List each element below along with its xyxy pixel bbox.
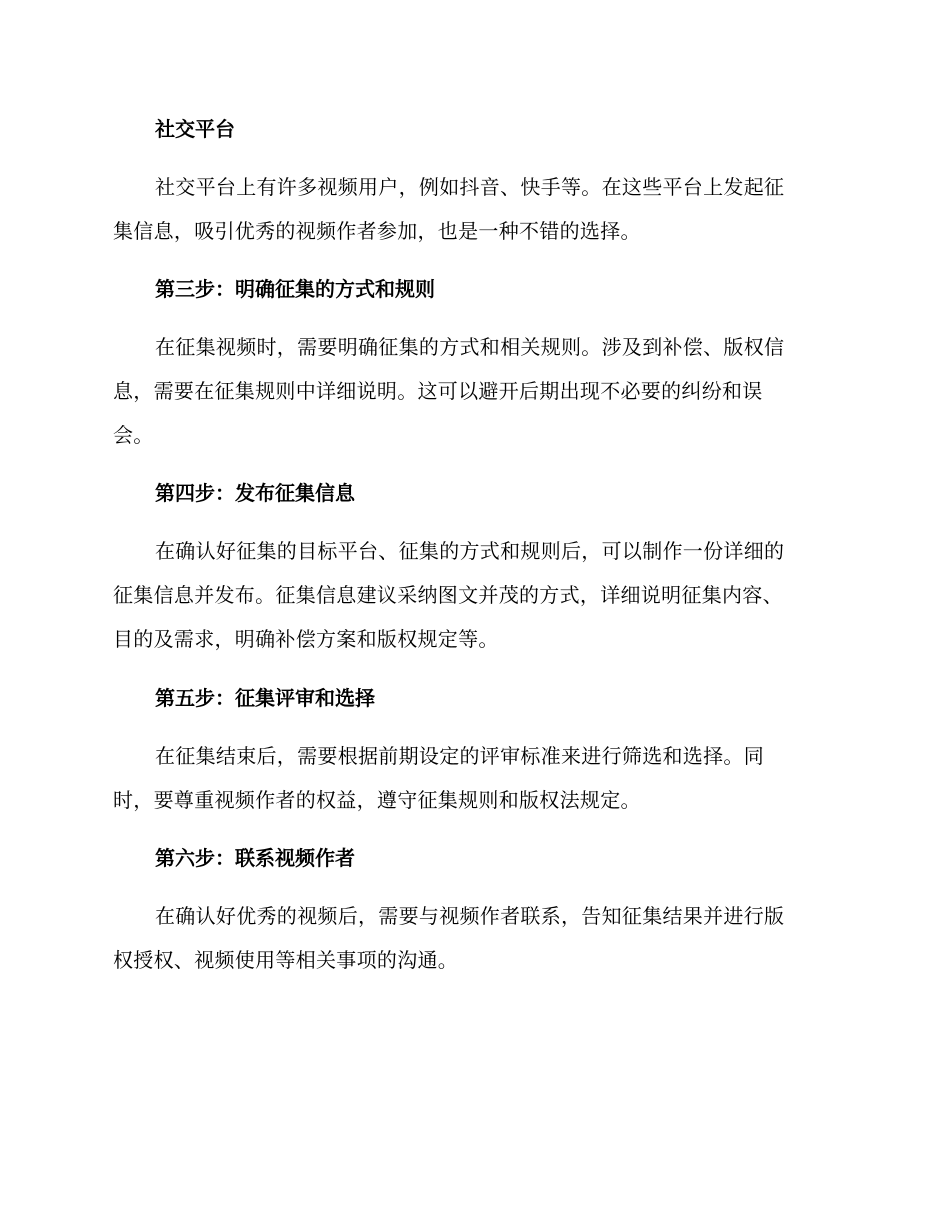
section-heading-step-6: 第六步：联系视频作者 [155, 846, 355, 870]
paragraph-line: 时，要尊重视频作者的权益，遵守征集规则和版权法规定。 [113, 788, 641, 812]
section-heading-social-platform: 社交平台 [155, 117, 235, 141]
section-paragraph-step-6 [113, 894, 833, 982]
paragraph-line: 在征集结束后，需要根据前期设定的评审标准来进行筛选和选择。同 [155, 744, 764, 768]
paragraph-line: 目的及需求，明确补偿方案和版权规定等。 [113, 627, 499, 651]
paragraph-line: 息，需要在征集规则中详细说明。这可以避开后期出现不必要的纠纷和误 [113, 379, 763, 403]
paragraph-line: 集信息，吸引优秀的视频作者参加，也是一种不错的选择。 [113, 219, 641, 243]
paragraph-line: 在征集视频时，需要明确征集的方式和相关规则。涉及到补偿、版权信 [155, 335, 785, 359]
section-heading-step-4: 第四步：发布征集信息 [155, 481, 355, 505]
paragraph-line: 社交平台上有许多视频用户，例如抖音、快手等。在这些平台上发起征 [155, 175, 785, 199]
section-paragraph-step-3 [113, 325, 833, 457]
paragraph-line: 会。 [113, 423, 154, 447]
paragraph-line: 在确认好优秀的视频后，需要与视频作者联系，告知征集结果并进行版 [155, 904, 785, 928]
section-heading-step-3: 第三步：明确征集的方式和规则 [155, 277, 435, 301]
section-paragraph-step-4 [113, 529, 833, 661]
section-heading-step-5: 第五步：征集评审和选择 [155, 686, 375, 710]
paragraph-line: 在确认好征集的目标平台、征集的方式和规则后，可以制作一份详细的 [155, 539, 785, 563]
paragraph-line: 征集信息并发布。征集信息建议采纳图文并茂的方式，详细说明征集内容、 [113, 583, 783, 607]
section-paragraph-social-platform [113, 165, 833, 253]
paragraph-line: 权授权、视频使用等相关事项的沟通。 [113, 948, 459, 972]
section-paragraph-step-5 [113, 734, 833, 822]
